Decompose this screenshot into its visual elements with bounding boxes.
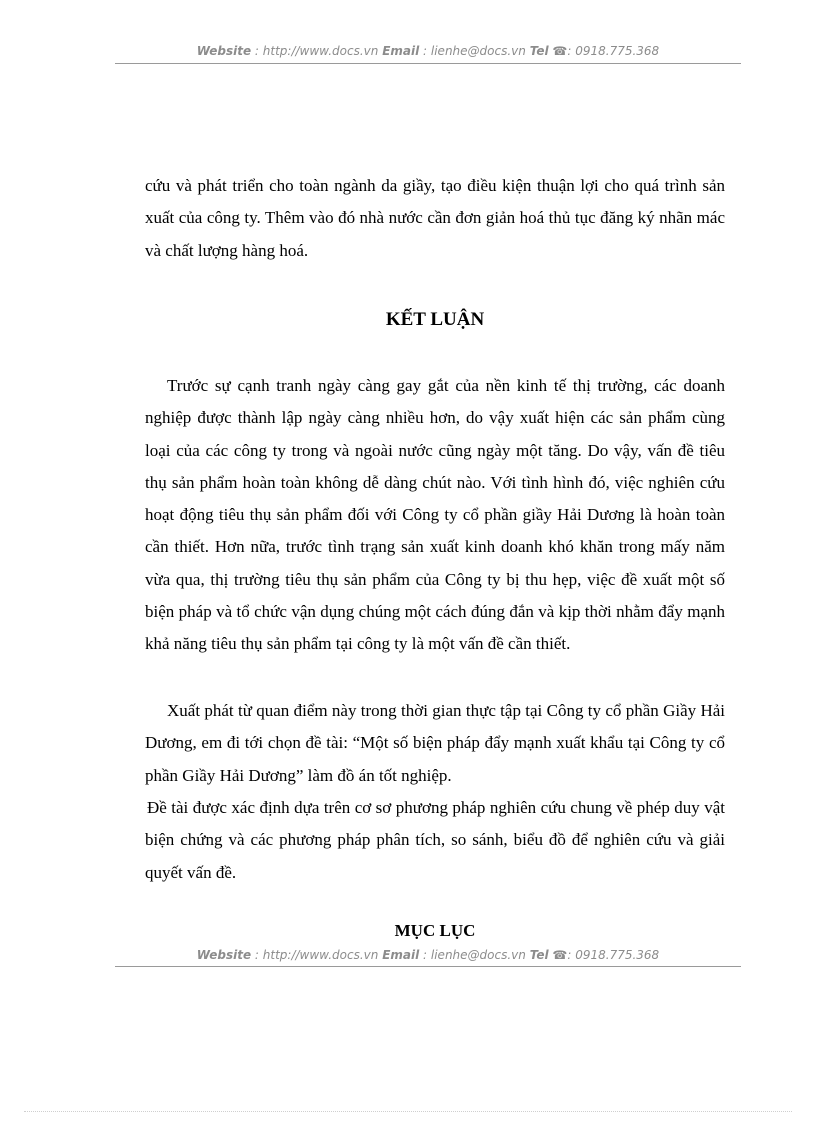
header-rule-next <box>115 966 741 967</box>
email-value: : lienhe@docs.vn <box>419 44 530 58</box>
page-header <box>115 44 741 58</box>
website-value: : http://www.docs.vn <box>251 948 383 962</box>
website-value: : http://www.docs.vn <box>251 44 383 58</box>
continued-paragraph: cứu và phát triển cho toàn ngành da giầy, tạo điều kiện thuận lợi cho quá trình sản xuất của công ty. Thêm vào đó nhà nước cần đơn giản hoá thủ tục đăng ký nhãn mác và chất lượng hàng hoá. <box>145 176 725 260</box>
page-header-next <box>115 948 741 962</box>
tel-value: : 0918.775.368 <box>567 44 660 58</box>
website-label: Website <box>196 948 252 962</box>
conclusion-heading: KẾT LUẬN <box>385 309 485 330</box>
conclusion-paragraph-1: Trước sự cạnh tranh ngày càng gay gắt của nền kinh tế thị trường, các doanh nghiệp được thành lập ngày càng nhiều hơn, do vậy xuất hiện các sản phẩm cùng loại của các công ty trong và ngoài nước cũng ngày một tăng. Do vậy, vấn đề tiêu thụ sản phẩm hoàn toàn không dễ dàng chút nào. Với tình hình đó, việc nghiên cứu hoạt động tiêu thụ sản phẩm đối với Công ty cổ phần giầy Hải Dương là hoàn toàn cần thiết. Hơn nữa, trước tình trạng sản xuất kinh doanh khó khăn trong mấy năm vừa qua, thị trường tiêu thụ sản phẩm của Công ty bị thu hẹp, việc đề xuất một số biện pháp và tổ chức vận dụng chúng một cách đúng đắn và kịp thời nhằm đẩy mạnh khả năng tiêu thụ sản phẩm tại công ty là một vấn đề cần thiết. <box>145 376 725 654</box>
header-rule <box>115 63 741 64</box>
tel-label: Tel <box>529 948 549 962</box>
toc-heading: MỤC LỤC <box>394 921 476 940</box>
phone-icon: ☎ <box>552 948 568 962</box>
phone-icon: ☎ <box>552 44 568 58</box>
page-bottom-border <box>24 1111 792 1112</box>
website-label: Website <box>196 44 252 58</box>
tel-value: : 0918.775.368 <box>567 948 660 962</box>
tel-label: Tel <box>529 44 549 58</box>
email-label: Email <box>382 44 420 58</box>
email-label: Email <box>382 948 420 962</box>
email-value: : lienhe@docs.vn <box>419 948 530 962</box>
conclusion-paragraph-2: Xuất phát từ quan điểm này trong thời gian thực tập tại Công ty cổ phần Giầy Hải Dương, em đi tới chọn đề tài: “Một số biện pháp đẩy mạnh xuất khẩu tại Công ty cổ phần Giầy Hải Dương” làm đồ án tốt nghiệp. <box>145 701 725 785</box>
conclusion-paragraph-3: Đề tài được xác định dựa trên cơ sơ phương pháp nghiên cứu chung về phép duy vật biện chứng và các phương pháp phân tích, so sánh, biểu đồ để nghiên cứu và giải quyết vấn đề. <box>145 798 725 882</box>
